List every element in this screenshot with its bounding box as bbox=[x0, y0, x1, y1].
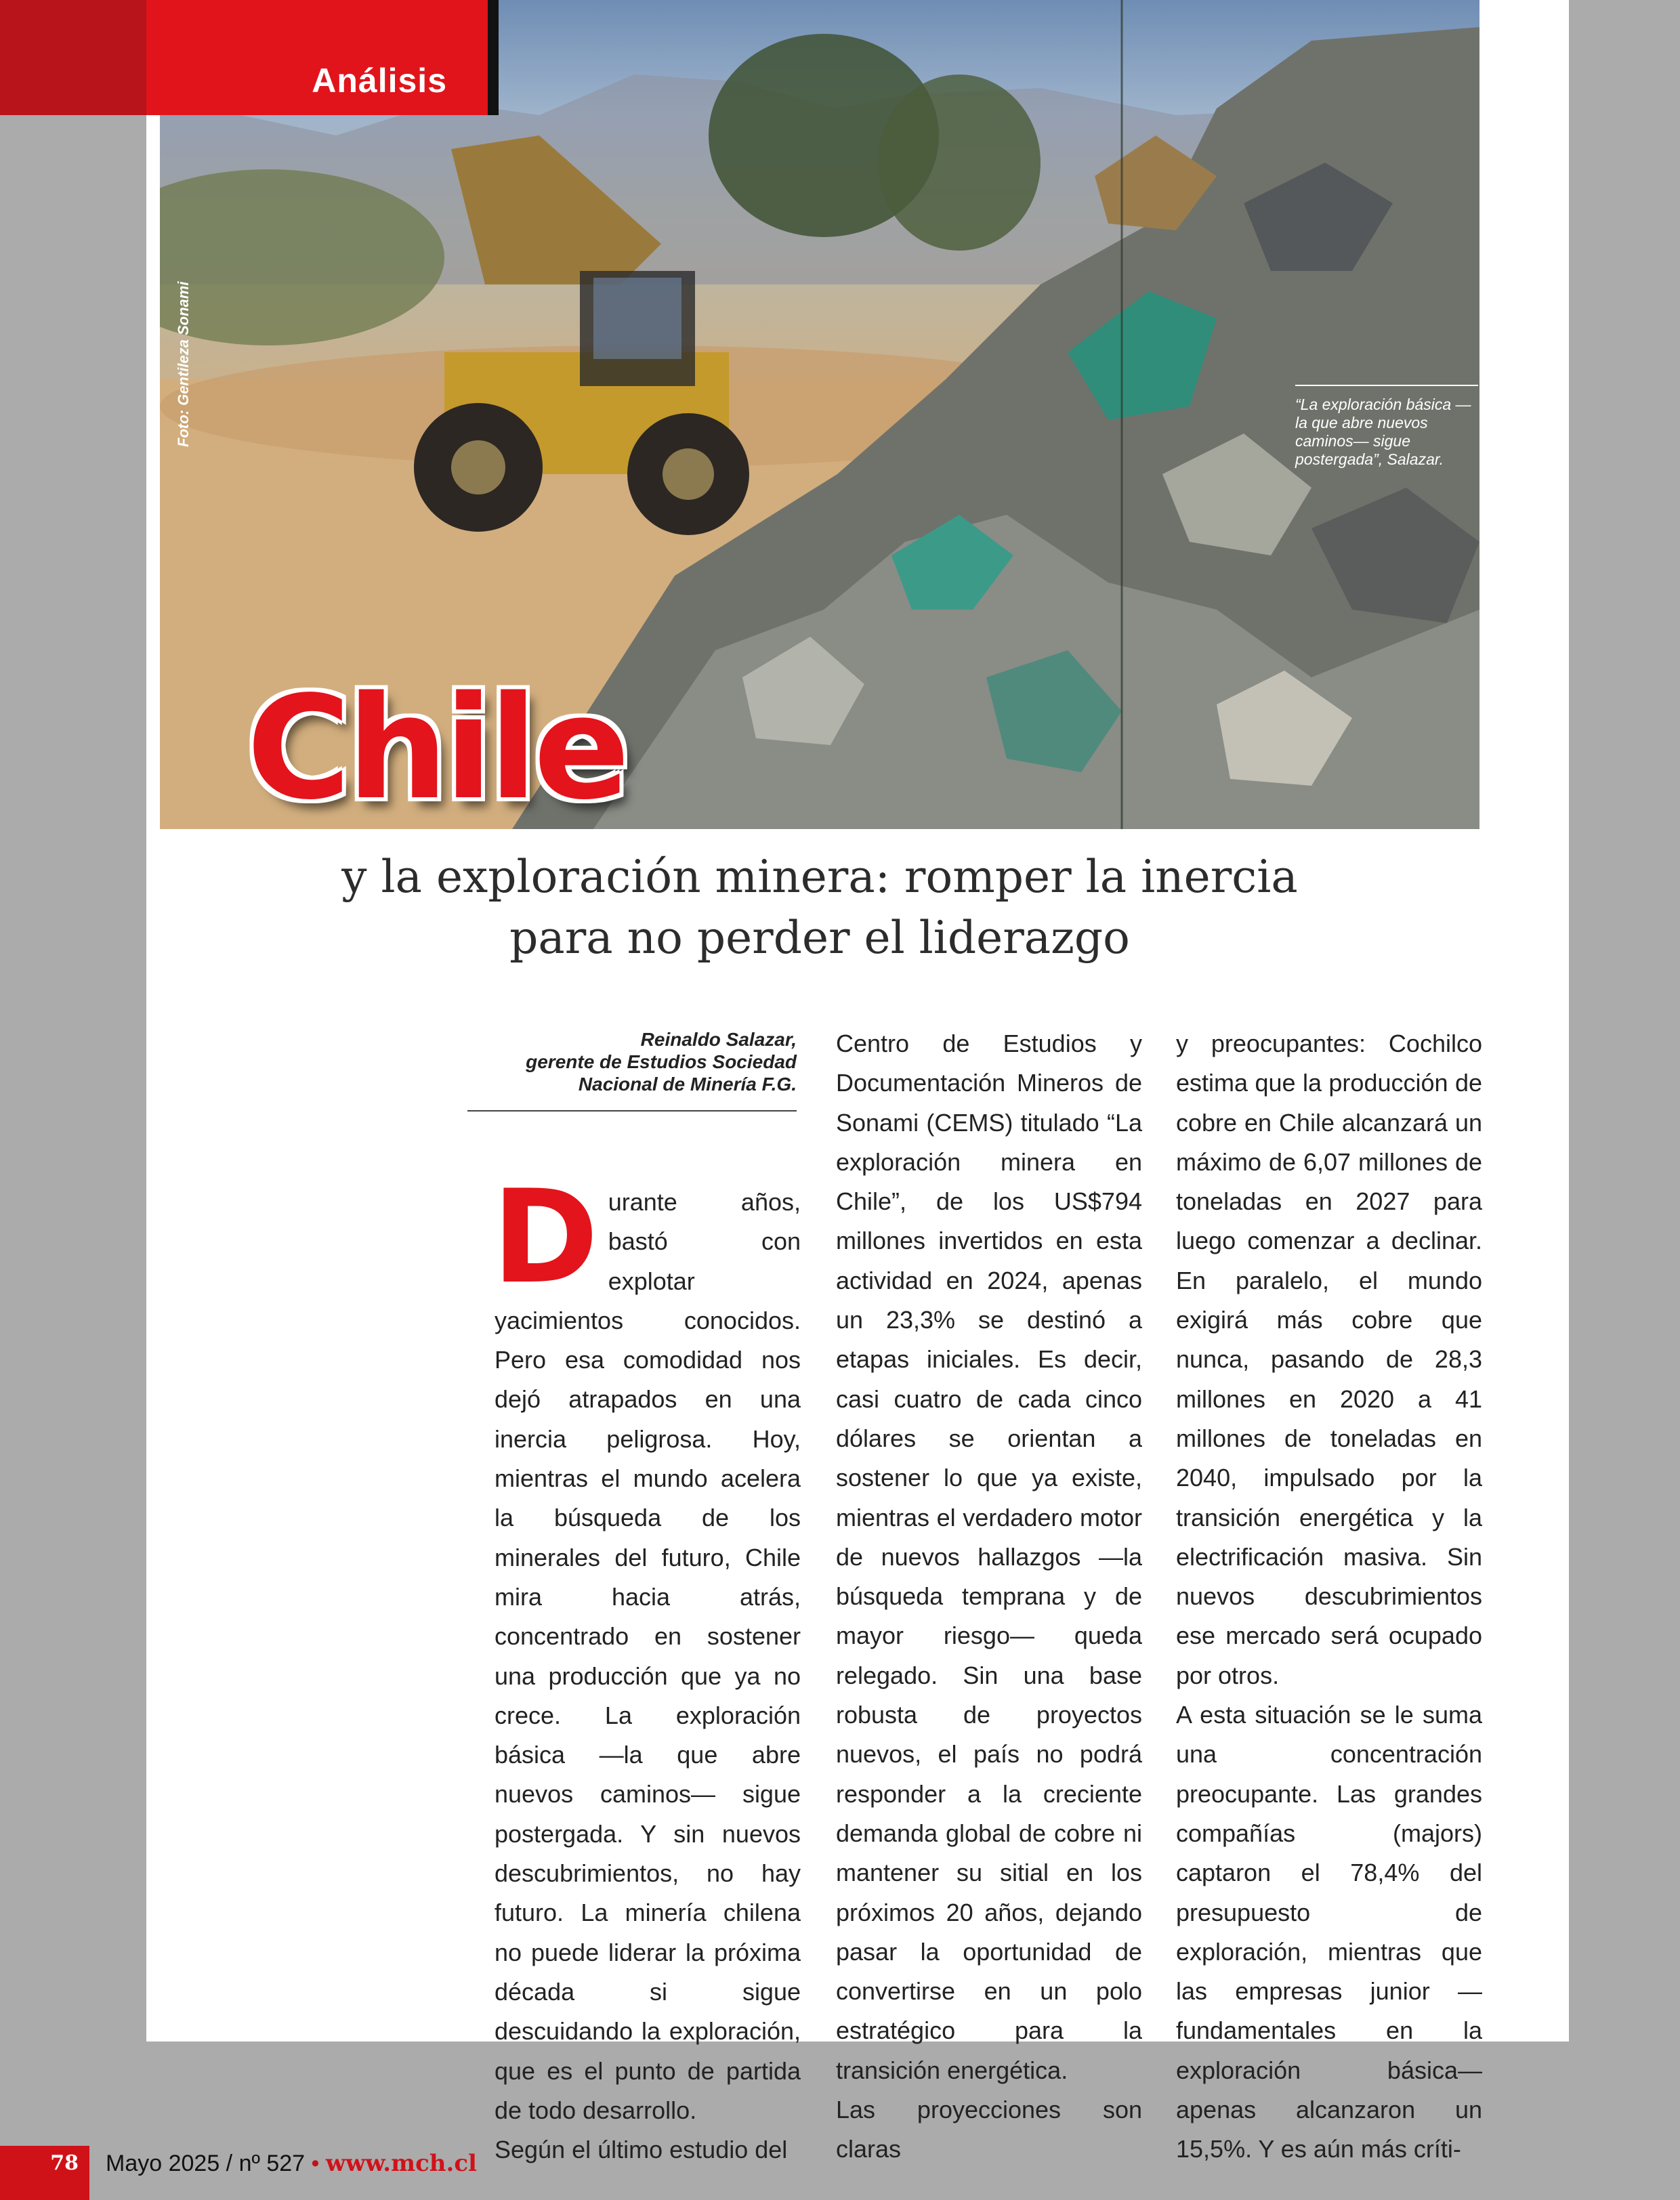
drop-cap: D bbox=[492, 1162, 599, 1312]
corner-accent bbox=[0, 0, 146, 115]
paragraph: y preocupantes: Cochilco estima que la producción de cobre en Chile alcanzará un máximo de 6,07 millones de toneladas en 2027 para luego comenzar a declinar. En paralelo, el mundo exigirá más cobre que nunca, pasando de 28,3 millones en 2020 a 41 millones de toneladas en 2040, impulsado por la transición energética y la electrificación masiva. Sin nuevos descubrimientos ese mercado será ocupado por otros. bbox=[1176, 1030, 1482, 1689]
website-link[interactable]: www.mch.cl bbox=[325, 2150, 477, 2177]
footer-info bbox=[106, 2150, 477, 2177]
page-number-badge bbox=[0, 2146, 89, 2200]
subtitle-line-1: y la exploración minera: romper la inercia bbox=[341, 851, 1298, 903]
photo-credit: Foto: Gentileza Sonami bbox=[175, 281, 192, 447]
body-column-3 bbox=[1176, 1024, 1482, 2170]
paragraph: Las proyecciones son claras bbox=[836, 2096, 1142, 2163]
footer-separator: • bbox=[311, 2151, 320, 2176]
headline-main: Chile bbox=[247, 665, 627, 831]
photo-caption-text: “La exploración básica —la que abre nuevos caminos— sigue postergada”, Salazar. bbox=[1295, 396, 1471, 468]
paragraph: Según el último estudio del bbox=[495, 2136, 788, 2164]
section-label: Análisis bbox=[312, 62, 447, 100]
paragraph bbox=[492, 1162, 801, 2130]
author-role-line-1: gerente de Estudios Sociedad bbox=[526, 1051, 797, 1072]
issue-info: Mayo 2025 / nº 527 bbox=[106, 2151, 306, 2176]
author-name: Reinaldo Salazar, bbox=[640, 1029, 797, 1050]
headline-subtitle bbox=[176, 847, 1463, 969]
page-number: 78 bbox=[50, 2151, 79, 2175]
author-byline bbox=[467, 1028, 797, 1112]
author-role-line-2: Nacional de Minería F.G. bbox=[578, 1074, 797, 1095]
paragraph-text: urante años, bastó con explotar yacimientos conocidos. Pero esa comodidad nos dejó atrapados en una inercia peligrosa. Hoy, mientras el mundo acelera la búsqueda de los minerales del futuro, Chile mira hacia atrás, concentrado en sostener una producción que ya no crece. La exploración básica —la que abre nuevos caminos— sigue postergada. Y sin nuevos descubrimientos, no hay futuro. La minería chilena no puede liderar la próxima década si sigue descuidando la exploración, que es el punto de partida de todo desarrollo. bbox=[495, 1188, 801, 2124]
body-column-1 bbox=[492, 1162, 801, 2170]
body-column-2 bbox=[836, 1024, 1142, 2170]
subtitle-line-2: para no perder el liderazgo bbox=[509, 912, 1130, 964]
photo-caption-quote bbox=[1295, 385, 1478, 469]
paragraph: A esta situación se le suma una concentración preocupante. Las grandes compañías (majors) captaron el 78,4% del presupuesto de exploración, mientras que las empresas junior —fundamentales en la exploración básica— apenas alcanzaron un 15,5%. Y es aún más críti- bbox=[1176, 1701, 1482, 2163]
paragraph: Centro de Estudios y Documentación Mineros de Sonami (CEMS) titulado “La exploración minera en Chile”, de los US$794 millones invertidos en esta actividad en 2024, apenas un 23,3% se destinó a etapas iniciales. Es decir, casi cuatro de cada cinco dólares se orientan a sostener lo que ya existe, mientras el verdadero motor de nuevos hallazgos —la búsqueda temprana y de mayor riesgo— queda relegado. Sin una base robusta de proyectos nuevos, el país no podrá responder a la creciente demanda global de cobre ni mantener su sitial en los próximos 20 años, dejando pasar la oportunidad de convertirse en un polo estratégico para la transición energética. bbox=[836, 1030, 1142, 2084]
section-tab bbox=[146, 0, 499, 115]
